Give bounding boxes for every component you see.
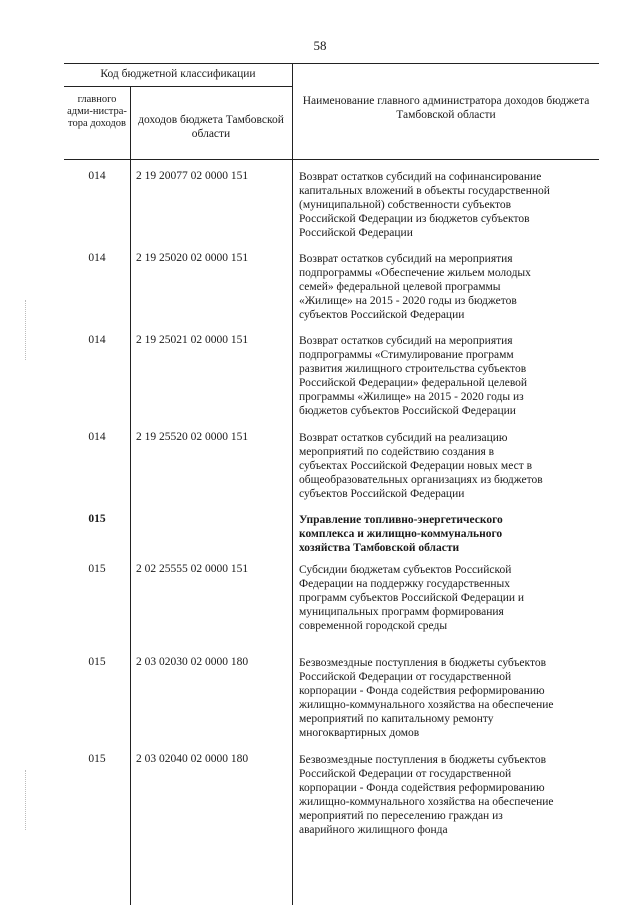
header-bottom-border	[64, 159, 599, 160]
budget-code: 2 03 02040 02 0000 180	[136, 753, 249, 765]
header-admin-code: главного адми-нистра-тора доходов	[67, 94, 127, 130]
admin-code: 015	[88, 563, 106, 575]
budget-code: 2 03 02030 02 0000 180	[136, 656, 249, 668]
admin-name: Возврат остатков субсидий на реализацию мероприятий по содействию создания в субъектах Российской Федерации новых мест в общеобразовательных организациях из бюджетов субъектов Российской Федерации	[299, 432, 543, 500]
column-divider-1	[130, 86, 131, 905]
budget-code: 2 19 25021 02 0000 151	[136, 334, 249, 346]
header-admin-name: Наименование главного администратора доходов бюджета Тамбовской области	[302, 95, 590, 121]
admin-code: 014	[88, 334, 106, 346]
admin-name: Управление топливно-энергетического комплекса и жилищно-коммунального хозяйства Тамбовской области	[299, 514, 503, 554]
scan-margin-mark	[25, 770, 26, 830]
admin-code: 014	[88, 170, 106, 182]
admin-code: 014	[88, 431, 106, 443]
budget-code: 2 02 25555 02 0000 151	[136, 563, 249, 575]
admin-code: 015	[88, 753, 106, 765]
page-number: 58	[313, 38, 327, 53]
header-subdivider	[64, 86, 292, 87]
admin-name: Возврат остатков субсидий на софинансирование капитальных вложений в объекты государственной (муниципальной) собственности субъектов Российской Федерации из бюджетов субъектов Российской Федерации	[299, 171, 550, 239]
admin-name: Безвозмездные поступления в бюджеты субъектов Российской Федерации от государственной корпорации - Фонда содействия реформированию жилищно-коммунального хозяйства на обеспечение мероприятий по капитальному ремонту многоквартирных домов	[299, 657, 554, 739]
admin-code: 015	[88, 513, 106, 525]
budget-code: 2 19 25520 02 0000 151	[136, 431, 249, 443]
budget-code: 2 19 25020 02 0000 151	[136, 252, 249, 264]
scan-margin-mark	[25, 300, 26, 360]
budget-table	[64, 63, 599, 905]
admin-code: 014	[88, 252, 106, 264]
admin-name: Возврат остатков субсидий на мероприятия подпрограммы «Стимулирование программ развития жилищного строительства субъектов Российской Федерации» федеральной целевой программы «Жилище» на 2015 - 2020 годы из бюджетов субъектов Российской Федерации	[299, 335, 528, 417]
admin-name: Субсидии бюджетам субъектов Российской Федерации на поддержку государственных программ субъектов Российской Федерации и муниципальных программ формирования современной городской среды	[299, 564, 525, 632]
table-top-border	[64, 63, 599, 64]
admin-code: 015	[88, 656, 106, 668]
header-budget-code: Код бюджетной классификации	[100, 68, 256, 80]
header-revenue-code: доходов бюджета Тамбовской области	[138, 114, 284, 140]
column-divider-2	[292, 63, 293, 905]
admin-name: Возврат остатков субсидий на мероприятия подпрограммы «Обеспечение жильем молодых семей» федеральной целевой программы «Жилище» на 2015 - 2020 годы из бюджетов субъектов Российской Федерации	[299, 253, 531, 321]
admin-name: Безвозмездные поступления в бюджеты субъектов Российской Федерации от государственной корпорации - Фонда содействия реформированию жилищно-коммунального хозяйства на обеспечение мероприятий по переселению граждан из аварийного жилищного фонда	[299, 754, 554, 836]
budget-code: 2 19 20077 02 0000 151	[136, 170, 249, 182]
